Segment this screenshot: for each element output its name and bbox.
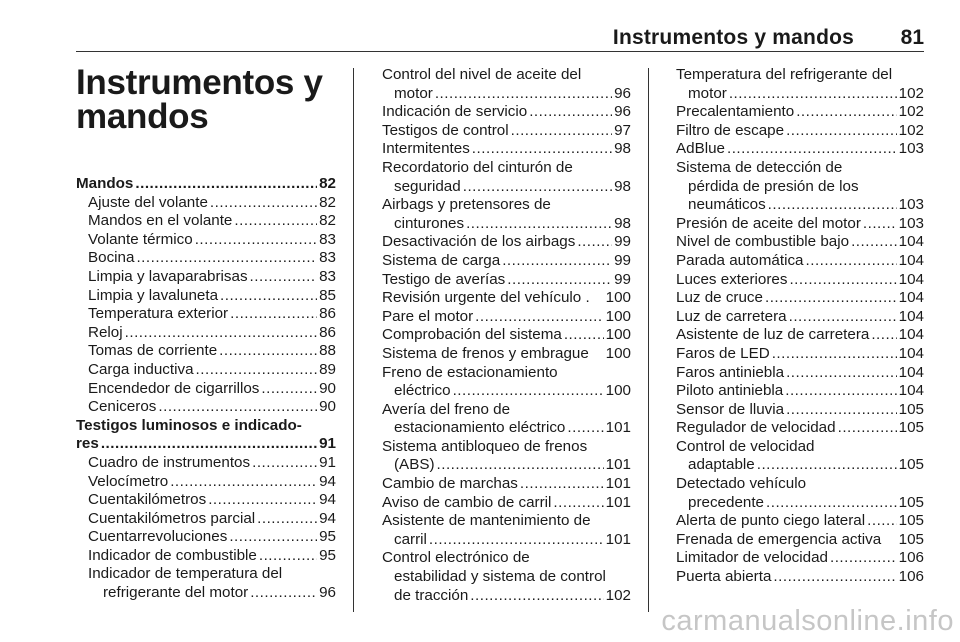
toc-entry[interactable] xyxy=(676,103,924,122)
toc-entry-title: AdBlue xyxy=(676,140,725,158)
toc-entry-title: Limitador de velocidad xyxy=(676,549,828,567)
watermark: carmanualsonline.info xyxy=(661,605,954,637)
toc-entry[interactable] xyxy=(676,215,924,234)
toc-page-number: 96 xyxy=(319,584,336,602)
toc-entry[interactable] xyxy=(676,549,924,568)
toc-entry[interactable] xyxy=(382,252,631,271)
leader-dots xyxy=(257,510,317,529)
leader-dots xyxy=(785,382,896,401)
toc-page-number: 102 xyxy=(605,586,631,604)
leader-dots xyxy=(838,419,897,438)
toc-entry-title: Sistema de frenos y embrague xyxy=(382,344,589,362)
leader-dots xyxy=(437,456,604,475)
toc-page-number: 86 xyxy=(319,323,336,341)
toc-entry-title: motor xyxy=(394,84,433,102)
toc-page-number: 104 xyxy=(898,251,924,269)
column-divider xyxy=(353,68,354,612)
toc-entry[interactable] xyxy=(382,549,631,605)
toc-entry[interactable] xyxy=(676,326,924,345)
toc-entry[interactable] xyxy=(76,194,336,213)
leader-dots xyxy=(230,305,317,324)
toc-page-number: 101 xyxy=(605,456,631,474)
toc-page-number: 83 xyxy=(319,249,336,267)
toc-entry-title: motor xyxy=(688,84,727,102)
toc-entry-title: eléctrico xyxy=(394,382,451,400)
toc-page-number: 101 xyxy=(605,493,631,511)
toc-page-number: 105 xyxy=(898,456,924,474)
toc-page-number: 86 xyxy=(319,305,336,323)
toc-entry[interactable] xyxy=(382,475,631,494)
leader-dots xyxy=(567,419,603,438)
toc-entry[interactable] xyxy=(676,289,924,308)
toc-entry[interactable] xyxy=(382,159,631,196)
toc-entry[interactable] xyxy=(76,398,336,417)
toc-column-3 xyxy=(676,66,924,587)
leader-dots xyxy=(195,231,317,250)
leader-dots xyxy=(250,268,318,287)
leader-dots xyxy=(429,531,604,550)
toc-page-number: 104 xyxy=(898,270,924,288)
toc-entry[interactable] xyxy=(676,159,924,215)
leader-dots xyxy=(466,215,612,234)
toc-page-number: 101 xyxy=(605,419,631,437)
leader-dots xyxy=(727,140,897,159)
toc-page-number: 89 xyxy=(319,360,336,378)
toc-entry[interactable] xyxy=(382,512,631,549)
toc-entry-title: Temperatura exterior xyxy=(88,305,229,323)
toc-page-number: 103 xyxy=(898,214,924,232)
toc-page-number: 100 xyxy=(605,382,631,400)
toc-page-number: 91 xyxy=(319,453,336,471)
toc-entry[interactable] xyxy=(382,122,631,141)
toc-page-number: 105 xyxy=(898,530,924,548)
toc-page-number: 103 xyxy=(898,140,924,158)
toc-entry-title: Mandos xyxy=(76,175,134,192)
leader-dots xyxy=(520,475,604,494)
toc-entry-title: Cuadro de instrumentos xyxy=(88,453,251,471)
leader-dots xyxy=(220,287,317,306)
toc-page-number: 105 xyxy=(898,419,924,437)
leader-dots xyxy=(502,252,612,271)
toc-page-number: 104 xyxy=(898,363,924,381)
toc-page-number: 90 xyxy=(319,398,336,416)
leader-dots xyxy=(867,512,897,531)
leader-dots xyxy=(757,456,897,475)
leader-dots xyxy=(881,531,899,550)
leader-dots xyxy=(863,215,897,234)
toc-entry[interactable] xyxy=(676,140,924,159)
toc-entry-title: refrigerante del motor xyxy=(103,584,249,602)
toc-entry[interactable] xyxy=(382,345,631,364)
toc-page-number: 101 xyxy=(605,475,631,493)
leader-dots xyxy=(529,103,612,122)
toc-entry[interactable] xyxy=(76,547,336,566)
toc-entry[interactable] xyxy=(382,364,631,401)
leader-dots xyxy=(210,194,317,213)
toc-entry-title: Control del nivel de aceite del xyxy=(382,66,582,83)
toc-page-number: 104 xyxy=(898,382,924,400)
toc-page-number: 105 xyxy=(898,512,924,530)
toc-page-number: 101 xyxy=(605,530,631,548)
toc-entry-title: Revisión urgente del vehículo . xyxy=(382,289,590,307)
toc-page-number: 85 xyxy=(319,286,336,304)
header-rule xyxy=(76,51,924,52)
toc-entry-title: Presión de aceite del motor xyxy=(676,214,861,232)
toc-page-number: 82 xyxy=(319,175,336,192)
toc-entry-title: Sensor de lluvia xyxy=(676,400,785,418)
toc-entry[interactable] xyxy=(76,287,336,306)
leader-dots xyxy=(453,382,604,401)
toc-entry-title: Testigos de control xyxy=(382,121,509,139)
toc-entry-title: Sistema de detección de xyxy=(676,158,843,176)
toc-page-number: 99 xyxy=(614,251,631,269)
toc-page-number: 97 xyxy=(614,121,631,139)
toc-entry[interactable] xyxy=(76,380,336,399)
toc-page-number: 99 xyxy=(614,233,631,251)
toc-entry-title: Tomas de corriente xyxy=(88,342,218,360)
toc-entry[interactable] xyxy=(676,382,924,401)
toc-entry-title: Bocina xyxy=(88,249,135,267)
toc-entry[interactable] xyxy=(676,438,924,475)
toc-page-number: 102 xyxy=(898,103,924,121)
toc-entry-title: Detectado vehículo xyxy=(676,475,807,493)
chapter-title xyxy=(76,63,336,136)
toc-entry[interactable] xyxy=(382,494,631,513)
toc-entry[interactable] xyxy=(382,289,631,308)
toc-entry[interactable] xyxy=(76,268,336,287)
leader-dots xyxy=(250,584,317,603)
toc-page-number: 95 xyxy=(319,546,336,564)
leader-dots xyxy=(871,326,896,345)
toc-entry[interactable] xyxy=(382,103,631,122)
toc-entry[interactable] xyxy=(382,308,631,327)
toc-entry-title: Velocímetro xyxy=(88,472,169,490)
page-header xyxy=(76,26,924,52)
toc-entry-title: Temperatura del refrigerante del xyxy=(676,66,893,83)
toc-page-number: 100 xyxy=(605,326,631,344)
toc-entry[interactable] xyxy=(676,364,924,383)
toc-page-number: 106 xyxy=(898,568,924,586)
leader-dots xyxy=(590,289,606,308)
toc-entry-title: precedente xyxy=(688,493,764,511)
toc-entry-title: estacionamiento eléctrico xyxy=(394,419,566,437)
toc-entry-title: Desactivación de los airbags xyxy=(382,233,576,251)
toc-entry-title: Ajuste del volante xyxy=(88,193,208,211)
leader-dots xyxy=(101,435,317,454)
toc-entry-title: de tracción xyxy=(394,586,469,604)
toc-page-number: 82 xyxy=(319,193,336,211)
leader-dots xyxy=(196,361,318,380)
toc-page-number: 104 xyxy=(898,307,924,325)
toc-entry[interactable] xyxy=(382,140,631,159)
toc-entry[interactable] xyxy=(676,233,924,252)
toc-entry[interactable] xyxy=(76,175,336,194)
toc-entry[interactable] xyxy=(382,233,631,252)
toc-entry[interactable] xyxy=(382,196,631,233)
toc-entry[interactable] xyxy=(676,401,924,420)
leader-dots xyxy=(470,587,603,606)
toc-entry-title: Precalentamiento xyxy=(676,103,795,121)
toc-page-number: 100 xyxy=(605,344,631,362)
leader-dots xyxy=(773,568,896,587)
leader-dots xyxy=(768,196,897,215)
toc-entry-title: Faros de LED xyxy=(676,344,770,362)
leader-dots xyxy=(564,326,604,345)
toc-entry[interactable] xyxy=(676,122,924,141)
leader-dots xyxy=(125,324,317,343)
leader-dots xyxy=(158,398,317,417)
toc-page-number: 105 xyxy=(898,493,924,511)
toc-entry-title: (ABS) xyxy=(394,456,435,474)
toc-entry[interactable] xyxy=(76,565,336,602)
toc-entry-title: Carga inductiva xyxy=(88,360,194,378)
toc-entry-title: res xyxy=(76,435,99,453)
leader-dots xyxy=(252,454,317,473)
toc-entry-title: cinturones xyxy=(394,214,465,232)
toc-entry-title: Puerta abierta xyxy=(676,568,772,586)
toc-entry[interactable] xyxy=(76,491,336,510)
toc-entry-title: Volante térmico xyxy=(88,230,193,248)
toc-entry-title: Nivel de combustible bajo xyxy=(676,233,850,251)
toc-entry-title: Encendedor de cigarrillos xyxy=(88,379,260,397)
toc-entry[interactable] xyxy=(76,212,336,231)
toc-entry-title: Avería del freno de xyxy=(382,400,511,418)
toc-entry-title: Asistente de mantenimiento de xyxy=(382,512,591,530)
toc-entry-title: Indicación de servicio xyxy=(382,103,528,121)
toc-entry-title: Regulador de velocidad xyxy=(676,419,836,437)
chapter-title-line: mandos xyxy=(76,97,209,136)
toc-entry-title: Sistema de carga xyxy=(382,251,501,269)
toc-list xyxy=(382,66,631,605)
leader-dots xyxy=(475,308,603,327)
toc-entry[interactable] xyxy=(382,438,631,475)
toc-entry[interactable] xyxy=(676,475,924,512)
toc-entry[interactable] xyxy=(382,66,631,103)
toc-entry[interactable] xyxy=(382,271,631,290)
toc-page-number: 98 xyxy=(614,140,631,158)
toc-entry[interactable] xyxy=(382,326,631,345)
toc-page-number: 96 xyxy=(614,103,631,121)
leader-dots xyxy=(851,233,897,252)
toc-column-2 xyxy=(382,66,631,605)
toc-entry[interactable] xyxy=(76,249,336,268)
toc-page-number: 104 xyxy=(898,344,924,362)
toc-page-number: 103 xyxy=(898,196,924,214)
toc-entry-title: Luces exteriores xyxy=(676,270,788,288)
toc-entry-title: Airbags y pretensores de xyxy=(382,196,551,214)
toc-page-number: 96 xyxy=(614,84,631,102)
leader-dots xyxy=(786,401,897,420)
leader-dots xyxy=(463,178,612,197)
toc-page-number: 90 xyxy=(319,379,336,397)
toc-entry-title: Cuentarrevoluciones xyxy=(88,528,228,546)
toc-page-number: 94 xyxy=(319,472,336,490)
toc-entry[interactable] xyxy=(676,419,924,438)
toc-entry-title: Filtro de escape xyxy=(676,121,785,139)
toc-page-number: 94 xyxy=(319,509,336,527)
toc-entry-title: carril xyxy=(394,530,427,548)
column-divider xyxy=(648,68,649,612)
leader-dots xyxy=(789,308,897,327)
toc-entry[interactable] xyxy=(676,568,924,587)
toc-entry-title: Ceniceros xyxy=(88,398,157,416)
toc-entry-title: Testigos luminosos e indicado- xyxy=(76,416,302,434)
toc-entry-title: Alerta de punto ciego lateral xyxy=(676,512,866,530)
toc-entry-title: Indicador de temperatura del xyxy=(88,565,283,583)
leader-dots xyxy=(765,289,897,308)
toc-entry-title: Limpia y lavaparabrisas xyxy=(88,267,248,285)
toc-entry-title: Parada automática xyxy=(676,251,804,269)
leader-dots xyxy=(830,549,897,568)
toc-entry-title: Mandos en el volante xyxy=(88,212,233,230)
leader-dots xyxy=(170,473,317,492)
leader-dots xyxy=(507,271,612,290)
toc-page-number: 100 xyxy=(605,289,631,307)
toc-column-1 xyxy=(76,63,336,603)
leader-dots xyxy=(577,233,612,252)
leader-dots xyxy=(786,364,897,383)
leader-dots xyxy=(435,85,612,104)
toc-entry[interactable] xyxy=(382,401,631,438)
toc-page-number: 95 xyxy=(319,528,336,546)
toc-entry-title: Control de velocidad xyxy=(676,437,815,455)
toc-page-number: 102 xyxy=(898,121,924,139)
toc-page-number: 100 xyxy=(605,307,631,325)
leader-dots xyxy=(766,494,897,513)
toc-entry-title: Intermitentes xyxy=(382,140,470,158)
leader-dots xyxy=(789,271,896,290)
toc-entry[interactable] xyxy=(76,305,336,324)
toc-entry-title: pérdida de presión de los xyxy=(688,177,859,195)
toc-entry[interactable] xyxy=(76,417,336,454)
toc-entry-title: Luz de carretera xyxy=(676,307,787,325)
running-header-title: Instrumentos y mandos xyxy=(612,26,854,49)
toc-entry[interactable] xyxy=(76,231,336,250)
toc-entry-title: Reloj xyxy=(88,323,123,341)
leader-dots xyxy=(472,140,612,159)
toc-entry-title: seguridad xyxy=(394,177,461,195)
toc-page-number: 83 xyxy=(319,267,336,285)
toc-page-number: 99 xyxy=(614,270,631,288)
toc-entry[interactable] xyxy=(76,361,336,380)
toc-entry[interactable] xyxy=(76,454,336,473)
toc-page-number: 104 xyxy=(898,326,924,344)
leader-dots xyxy=(553,494,603,513)
chapter-title-line: Instrumentos y xyxy=(76,63,323,102)
toc-entry[interactable] xyxy=(76,473,336,492)
leader-dots xyxy=(511,122,612,141)
toc-entry[interactable] xyxy=(676,512,924,531)
toc-page-number: 104 xyxy=(898,233,924,251)
toc-entry-title: Faros antiniebla xyxy=(676,363,785,381)
toc-entry-title: Freno de estacionamiento xyxy=(382,363,558,381)
toc-page-number: 94 xyxy=(319,491,336,509)
toc-entry-title: Sistema antibloqueo de frenos xyxy=(382,437,588,455)
leader-dots xyxy=(234,212,317,231)
toc-entry-title: Piloto antiniebla xyxy=(676,382,784,400)
toc-entry[interactable] xyxy=(76,510,336,529)
leader-dots xyxy=(261,380,317,399)
leader-dots xyxy=(589,345,606,364)
toc-page-number: 88 xyxy=(319,342,336,360)
leader-dots xyxy=(806,252,897,271)
toc-entry-title: Asistente de luz de carretera xyxy=(676,326,870,344)
toc-page-number: 83 xyxy=(319,230,336,248)
leader-dots xyxy=(729,85,897,104)
toc-entry[interactable] xyxy=(676,531,924,550)
toc-entry-title: Aviso de cambio de carril xyxy=(382,493,552,511)
toc-list xyxy=(676,66,924,587)
page-number: 81 xyxy=(900,26,924,49)
toc-page-number: 106 xyxy=(898,549,924,567)
toc-entry[interactable] xyxy=(676,308,924,327)
toc-entry[interactable] xyxy=(76,342,336,361)
toc-page-number: 91 xyxy=(319,435,336,453)
toc-entry-title: Pare el motor xyxy=(382,307,474,325)
toc-entry-title: Comprobación del sistema xyxy=(382,326,562,344)
toc-entry-title: Luz de cruce xyxy=(676,289,763,307)
leader-dots xyxy=(136,249,317,268)
toc-page-number: 98 xyxy=(614,214,631,232)
toc-entry[interactable] xyxy=(676,271,924,290)
leader-dots xyxy=(772,345,897,364)
toc-list xyxy=(76,175,336,603)
toc-entry[interactable] xyxy=(676,345,924,364)
toc-entry-title: Cuentakilómetros xyxy=(88,491,207,509)
toc-page-number: 104 xyxy=(898,289,924,307)
leader-dots xyxy=(796,103,896,122)
leader-dots xyxy=(135,175,317,194)
toc-entry-title: estabilidad y sistema de control xyxy=(394,568,606,586)
toc-page-number: 82 xyxy=(319,212,336,230)
leader-dots xyxy=(219,342,317,361)
leader-dots xyxy=(259,547,317,566)
toc-entry-title: Testigo de averías xyxy=(382,270,506,288)
toc-entry[interactable] xyxy=(76,528,336,547)
toc-page-number: 98 xyxy=(614,177,631,195)
toc-page-number: 102 xyxy=(898,84,924,102)
toc-entry-title: Cuentakilómetros parcial xyxy=(88,509,256,527)
toc-entry-title: adaptable xyxy=(688,456,755,474)
toc-entry-title: Control electrónico de xyxy=(382,549,530,567)
toc-page-number: 105 xyxy=(898,400,924,418)
toc-entry-title: neumáticos xyxy=(688,196,766,214)
toc-entry[interactable] xyxy=(676,66,924,103)
toc-entry[interactable] xyxy=(676,252,924,271)
toc-entry-title: Limpia y lavaluneta xyxy=(88,286,219,304)
leader-dots xyxy=(208,491,317,510)
toc-entry[interactable] xyxy=(76,324,336,343)
leader-dots xyxy=(786,122,897,141)
leader-dots xyxy=(229,528,317,547)
toc-entry-title: Frenada de emergencia activa xyxy=(676,530,882,548)
toc-entry-title: Recordatorio del cinturón de xyxy=(382,158,573,176)
toc-entry-title: Indicador de combustible xyxy=(88,546,257,564)
toc-entry-title: Cambio de marchas xyxy=(382,475,518,493)
